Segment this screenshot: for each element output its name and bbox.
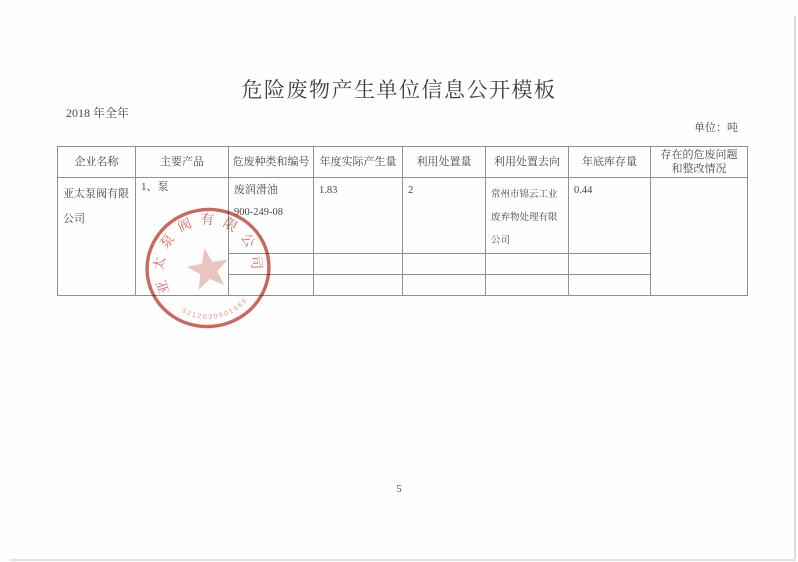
stamp-serial-number: 3212030901466 (180, 296, 250, 322)
header-disposal-amount: 利用处置量 (403, 147, 486, 178)
stamp-serial-text (179, 296, 252, 327)
table-row (58, 178, 748, 254)
report-period: 2018 年全年 (66, 106, 130, 120)
empty-cell (486, 254, 569, 275)
cell-waste-type-code (229, 178, 314, 254)
page-title: 危险废物产生单位信息公开模板 (241, 78, 557, 102)
cell-company: 亚太泵阀有限公司 (58, 178, 136, 296)
header-issues: 存在的危废问题和整改情况 (651, 147, 748, 178)
cell-main-product: 1、泵 (136, 178, 229, 296)
empty-cell (314, 254, 403, 275)
empty-cell (229, 254, 314, 275)
header-main-product: 主要产品 (136, 147, 229, 178)
page-number: 5 (396, 483, 402, 495)
table-header-row (58, 147, 748, 178)
waste-type: 废润滑油 (234, 184, 278, 196)
cell-issues (651, 178, 748, 296)
cell-disposal-amount: 2 (403, 178, 486, 254)
empty-cell (569, 275, 651, 296)
header-disposal-destination: 利用处置去向 (486, 147, 569, 178)
header-waste-type-code: 危废种类和编号 (229, 147, 314, 178)
header-company: 企业名称 (58, 147, 136, 178)
empty-cell (403, 254, 486, 275)
header-year-end-inventory: 年底库存量 (569, 147, 651, 178)
hazardous-waste-table (57, 146, 748, 296)
stamp-company-name: 亚太泵阀有限公司 (150, 211, 265, 296)
scan-edge-bottom (10, 559, 796, 561)
empty-cell (569, 254, 651, 275)
unit-note: 单位：吨 (694, 122, 738, 134)
empty-cell (314, 275, 403, 296)
waste-code: 900-249-08 (234, 207, 283, 218)
scan-edge-right (794, 16, 796, 560)
empty-cell (486, 275, 569, 296)
header-annual-output: 年度实际产生量 (314, 147, 403, 178)
cell-annual-output: 1.83 (314, 178, 403, 254)
cell-year-end-inventory: 0.44 (569, 178, 651, 254)
cell-disposal-destination: 常州市锦云工业废弃物处理有限公司 (486, 178, 569, 254)
empty-cell (229, 275, 314, 296)
empty-cell (403, 275, 486, 296)
